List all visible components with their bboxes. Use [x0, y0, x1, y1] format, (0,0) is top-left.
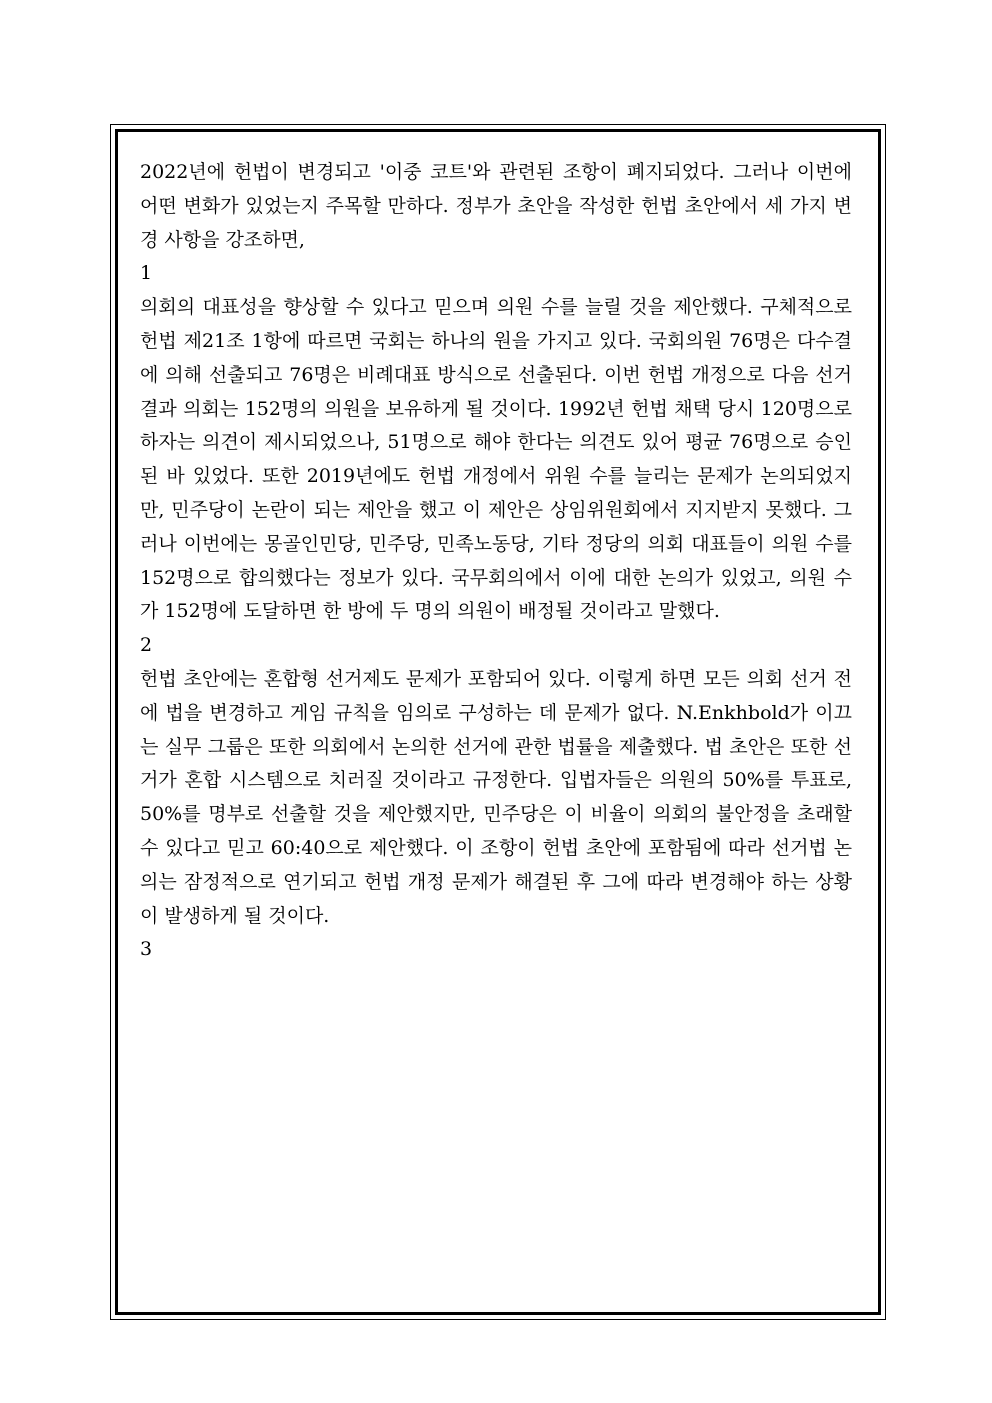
section-2-text: 헌법 초안에는 혼합형 선거제도 문제가 포함되어 있다. 이렇게 하면 모든 의회 선거 전에 법을 변경하고 게임 규칙을 임의로 구성하는 데 문제가 없다. N.Enkhbold가 이끄는 실무 그룹은 또한 의회에서 논의한 선거에 관한 법률을 제출했다. 법 초안은 또한 선거가 혼합 시스템으로 치러질 것이라고 규정한다. 입법자들은 의원의 50%를 투표로, 50%를 명부로 선출할 것을 제안했지만, 민주당은 이 비율이 의회의 불안정을 초래할 수 있다고 믿고 60:40으로 제안했다. 이 조항이 헌법 초안에 포함됨에 따라 선거법 논의는 잠정적으로 연기되고 헌법 개정 문제가 해결된 후 그에 따라 변경해야 하는 상황이 발생하게 될 것이다.: [140, 667, 852, 927]
section-1-text: 의회의 대표성을 향상할 수 있다고 믿으며 의원 수를 늘릴 것을 제안했다. 구체적으로 헌법 제21조 1항에 따르면 국회는 하나의 원을 가지고 있다. 국회의원 76명은 다수결에 의해 선출되고 76명은 비례대표 방식으로 선출된다. 이번 헌법 개정으로 다음 선거 결과 의회는 152명의 의원을 보유하게 될 것이다. 1992년 헌법 채택 당시 120명으로 하자는 의견이 제시되었으나, 51명으로 해야 한다는 의견도 있어 평균 76명으로 승인된 바 있었다. 또한 2019년에도 헌법 개정에서 위원 수를 늘리는 문제가 논의되었지만, 민주당이 논란이 되는 제안을 했고 이 제안은 상임위원회에서 지지받지 못했다. 그러나 이번에는 몽골인민당, 민주당, 민족노동당, 기타 정당의 의회 대표들이 의원 수를 152명으로 합의했다는 정보가 있다. 국무회의에서 이에 대한 논의가 있었고, 의원 수가 152명에 도달하면 한 방에 두 명의 의원이 배정될 것이라고 말했다.: [140, 296, 852, 623]
intro-paragraph: 2022년에 헌법이 변경되고 '이중 코트'와 관련된 조항이 폐지되었다. 그러나 이번에 어떤 변화가 있었는지 주목할 만하다. 정부가 초안을 작성한 헌법 초안에서 세 가지 변경 사항을 강조하면,: [140, 161, 852, 251]
section-2-number: 2: [140, 634, 153, 657]
section-1-number: 1: [140, 262, 153, 285]
document-body: [140, 156, 852, 967]
section-3-number: 3: [140, 938, 153, 961]
